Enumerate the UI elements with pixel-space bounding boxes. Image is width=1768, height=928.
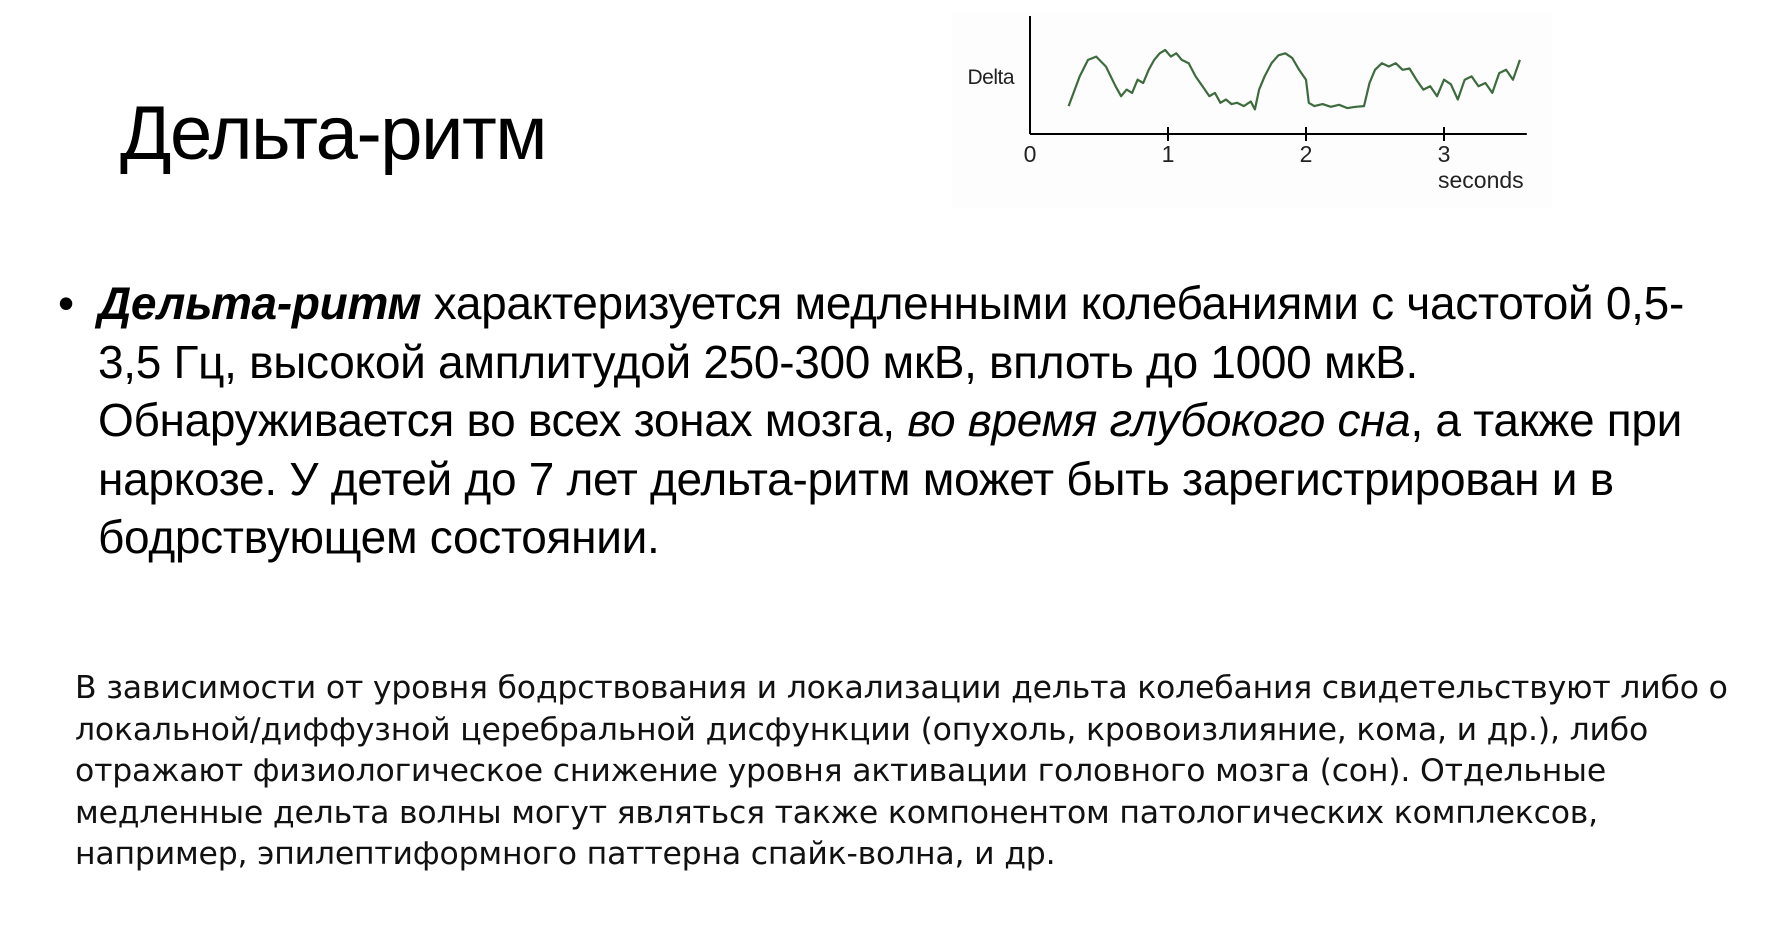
bullet-italic-phrase: во время глубокого сна	[907, 394, 1411, 446]
x-tick-label: 3	[1437, 141, 1451, 167]
delta-eeg-chart	[952, 12, 1552, 208]
delta-eeg-figure	[952, 12, 1552, 208]
delta-trace-line	[1069, 50, 1520, 109]
bullet-text	[98, 274, 1698, 567]
bullet-item	[58, 274, 1698, 567]
bullet-mark: •	[58, 277, 74, 329]
x-axis-label: seconds	[1438, 167, 1524, 193]
x-tick-label: 0	[1023, 141, 1037, 167]
bullet-text-part1: характеризуется медленными колебаниями с частотой 0,5-3,5 Гц, высокой амплитудой 250-300 мкВ, вплоть до 1000 мкВ. Обнаруживается во всех зонах мозга,	[98, 277, 1684, 446]
bullet-list	[58, 274, 1698, 567]
bullet-text-part2: , а также при наркозе. У детей до 7 лет дельта-ритм может быть зарегистрирован и в бодрствующем состоянии.	[98, 394, 1683, 563]
series-label: Delta	[967, 66, 1014, 89]
x-tick-label: 2	[1299, 141, 1313, 167]
slide-title: Дельта-ритм	[120, 91, 547, 176]
x-tick-label: 1	[1161, 141, 1175, 167]
note-paragraph: В зависимости от уровня бодрствования и локализации дельта колебания свидетельствуют либо о локальной/диффузной церебральной дисфункции (опухоль, кровоизлияние, кома, и др.), либо отражают физиологическое снижение уровня активации головного мозга (сон). Отдельные медленные дельта волны могут являться также компонентом патологических комплексов, например, эпилептиформного паттерна спайк-волна, и др.	[75, 670, 1728, 872]
bullet-term: Дельта-ритм	[98, 277, 422, 329]
